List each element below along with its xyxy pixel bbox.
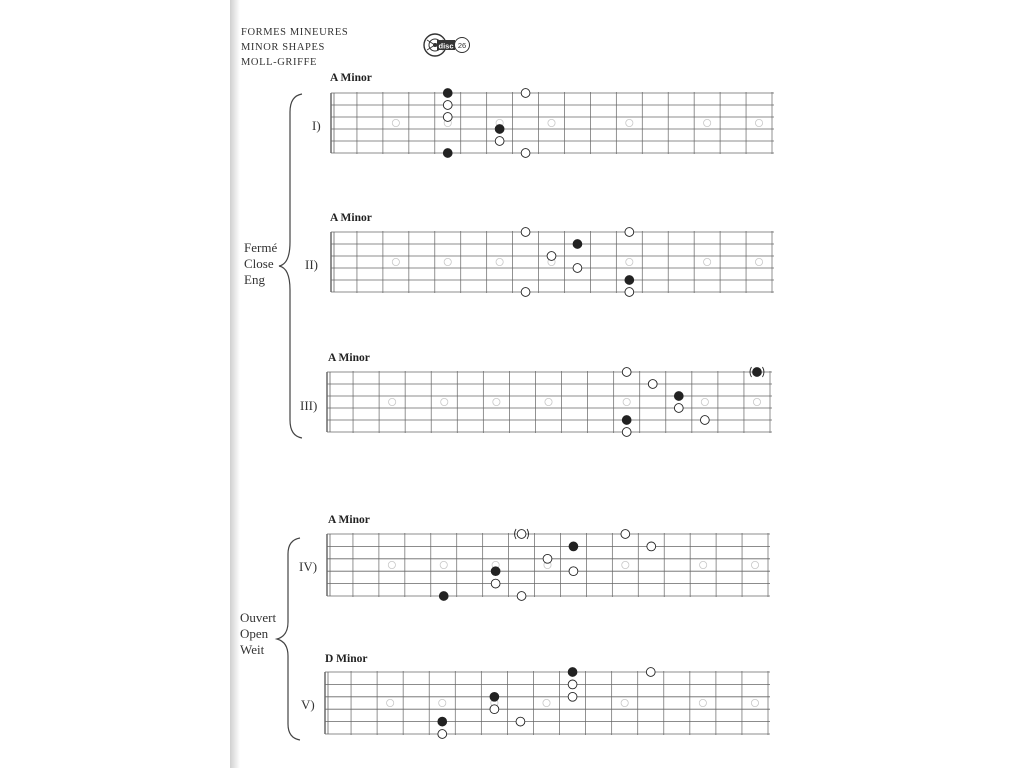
fretboard-diagram-2: [326, 228, 776, 298]
root-note-dot: [438, 717, 447, 726]
group-open-de: Weit: [240, 642, 265, 657]
scale-note-dot: [521, 228, 530, 237]
group-closed-fr: Fermé: [244, 240, 278, 255]
scale-note-dot: [648, 380, 657, 389]
root-note-dot: [443, 89, 452, 98]
root-note-dot: [491, 567, 500, 576]
root-note-dot: [625, 276, 634, 285]
fret-marker-dot: [700, 561, 707, 568]
scale-note-dot: [490, 705, 499, 714]
fret-marker-dot: [626, 119, 633, 126]
fret-marker-dot: [755, 258, 762, 265]
svg-text:disc: disc: [438, 41, 454, 51]
fret-marker-dot: [548, 119, 555, 126]
header-title-fr: FORMES MINEURES: [241, 27, 349, 38]
root-note-dot: [443, 149, 452, 158]
scale-note-dot: [495, 137, 504, 146]
header-title-de: MOLL-GRIFFE: [241, 57, 318, 68]
scale-note-dot: [521, 288, 530, 297]
scale-note-dot: [674, 404, 683, 413]
disc-icon: [423, 32, 471, 58]
root-note-dot: [495, 125, 504, 134]
scale-note-dot: [622, 368, 631, 377]
scale-note-dot: [568, 680, 577, 689]
scale-note-dot: [517, 592, 526, 601]
scale-note-dot: [547, 252, 556, 261]
scale-note-dot: [521, 149, 530, 158]
shape-numeral-1: I): [312, 118, 321, 133]
fret-marker-dot: [751, 561, 758, 568]
scale-note-dot: [517, 530, 526, 539]
fretboard-diagram-1: [326, 89, 776, 159]
scale-note-dot: [491, 579, 500, 588]
fret-marker-dot: [621, 699, 628, 706]
root-note-dot: [568, 668, 577, 677]
scale-note-dot: [543, 554, 552, 563]
scale-note-dot: [438, 730, 447, 739]
group-label-open: [240, 610, 276, 658]
fret-marker-dot: [388, 561, 395, 568]
root-note-dot: [490, 692, 499, 701]
root-note-dot: [569, 542, 578, 551]
root-note-dot: [753, 368, 762, 377]
root-note-dot: [674, 392, 683, 401]
scale-note-dot: [646, 668, 655, 677]
scale-note-dot: [568, 692, 577, 701]
scale-note-dot: [573, 264, 582, 273]
fret-marker-dot: [701, 398, 708, 405]
binding-shadow: [230, 0, 240, 768]
chord-title-4: A Minor: [328, 514, 370, 526]
scale-note-dot: [621, 530, 630, 539]
chord-title-3: A Minor: [328, 352, 370, 364]
fretboard-diagram-3: [322, 368, 774, 438]
closed-brace: [276, 92, 306, 440]
fret-marker-dot: [387, 699, 394, 706]
scale-note-dot: [443, 113, 452, 122]
scale-note-dot: [622, 428, 631, 437]
fret-marker-dot: [623, 398, 630, 405]
fretboard-diagram-4: [322, 530, 772, 602]
fret-marker-dot: [751, 699, 758, 706]
chord-title-2: A Minor: [330, 212, 372, 224]
fret-marker-dot: [543, 699, 550, 706]
scale-note-dot: [516, 717, 525, 726]
scale-note-dot: [443, 101, 452, 110]
disc-number: 26: [457, 41, 467, 50]
shape-numeral-2: II): [305, 257, 318, 272]
group-closed-en: Close: [244, 256, 274, 271]
group-open-en: Open: [240, 626, 269, 641]
fret-marker-dot: [496, 258, 503, 265]
root-note-dot: [439, 592, 448, 601]
scale-note-dot: [521, 89, 530, 98]
root-note-dot: [573, 240, 582, 249]
fret-marker-dot: [493, 398, 500, 405]
shape-numeral-3: III): [300, 398, 318, 413]
group-open-fr: Ouvert: [240, 610, 277, 625]
scale-note-dot: [700, 416, 709, 425]
scale-note-dot: [625, 288, 634, 297]
scale-note-dot: [625, 228, 634, 237]
fret-marker-dot: [622, 561, 629, 568]
chord-title-1: A Minor: [330, 72, 372, 84]
fretboard-diagram-5: [320, 668, 772, 740]
scale-note-dot: [569, 567, 578, 576]
fret-marker-dot: [704, 119, 711, 126]
group-label-closed: [244, 240, 277, 288]
fret-marker-dot: [441, 398, 448, 405]
fret-marker-dot: [444, 258, 451, 265]
group-closed-de: Eng: [244, 272, 265, 287]
shape-numeral-4: IV): [299, 559, 318, 574]
fret-marker-dot: [699, 699, 706, 706]
fret-marker-dot: [392, 258, 399, 265]
fret-marker-dot: [753, 398, 760, 405]
fret-marker-dot: [755, 119, 762, 126]
fret-marker-dot: [392, 119, 399, 126]
fret-marker-dot: [389, 398, 396, 405]
fret-marker-dot: [704, 258, 711, 265]
root-note-dot: [622, 416, 631, 425]
fret-marker-dot: [545, 398, 552, 405]
header-title-en: MINOR SHAPES: [241, 42, 325, 53]
shape-numeral-5: V): [301, 697, 315, 712]
fret-marker-dot: [439, 699, 446, 706]
fret-marker-dot: [626, 258, 633, 265]
chord-title-5: D Minor: [325, 653, 368, 665]
fret-marker-dot: [440, 561, 447, 568]
scale-note-dot: [647, 542, 656, 551]
